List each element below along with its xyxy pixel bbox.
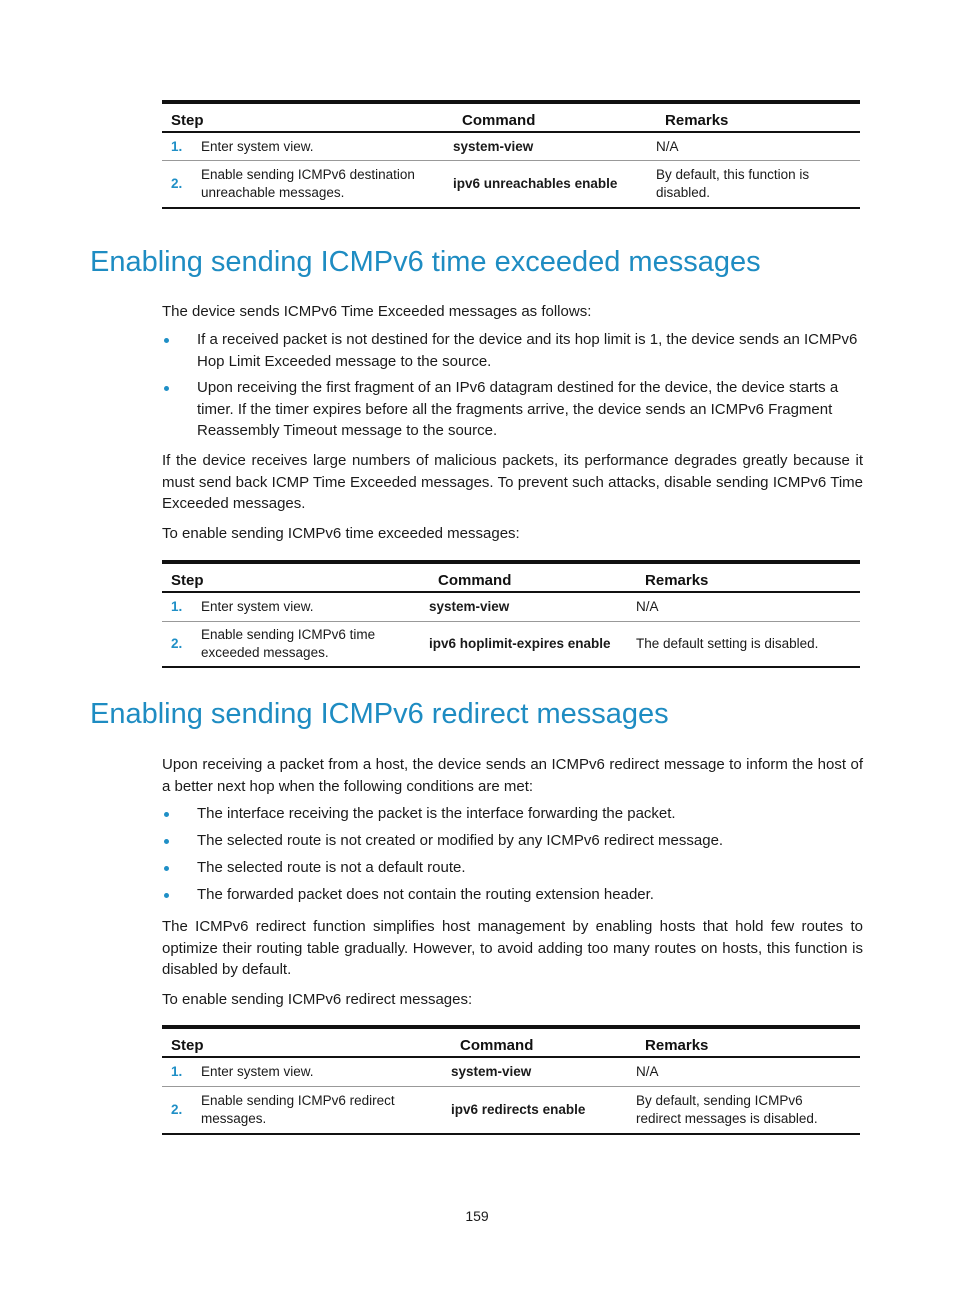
command-text: ipv6 redirects enable <box>451 1086 636 1134</box>
bullet-list <box>162 803 863 906</box>
table-row <box>162 1057 860 1086</box>
bullet-icon <box>164 386 169 391</box>
table-row <box>162 621 860 667</box>
section-heading-redirect: Enabling sending ICMPv6 redirect messages <box>90 698 669 730</box>
section-heading-time-exceeded: Enabling sending ICMPv6 time exceeded messages <box>90 246 761 278</box>
command-text: system-view <box>453 138 534 154</box>
body-paragraph: If the device receives large numbers of malicious packets, its performance degrades greatly because it must send back ICMP Time Exceeded messages. To prevent such attacks, disable sending ICMPv6 Time Exceeded messages. <box>162 452 863 512</box>
remarks-text: N/A <box>636 599 659 615</box>
list-item <box>162 803 863 825</box>
header-remarks: Remarks <box>636 562 860 592</box>
command-text: ipv6 unreachables enable <box>453 160 656 208</box>
remarks-text: N/A <box>656 138 679 154</box>
step-number: 1. <box>171 138 183 154</box>
list-item <box>162 830 863 852</box>
remarks-text: The default setting is disabled. <box>636 621 860 667</box>
table-header-row <box>162 1027 860 1057</box>
list-item <box>162 377 863 442</box>
header-command: Command <box>451 1027 636 1057</box>
command-text: system-view <box>451 1064 532 1080</box>
step-number: 2. <box>162 621 201 667</box>
remarks-text: By default, this function is disabled. <box>656 160 860 208</box>
step-description: Enter system view. <box>201 1064 314 1080</box>
bullet-icon <box>164 893 169 898</box>
intro-paragraph: Upon receiving a packet from a host, the device sends an ICMPv6 redirect message to inform the host of a better next hop when the following conditions are met: <box>162 756 863 795</box>
bullet-text: The forwarded packet does not contain the routing extension header. <box>197 886 654 903</box>
list-item <box>162 857 863 879</box>
command-text: ipv6 hoplimit-expires enable <box>429 621 636 667</box>
step-description: Enter system view. <box>201 599 314 615</box>
header-command: Command <box>453 102 656 132</box>
step-description: Enable sending ICMPv6 time exceeded messages. <box>201 621 429 667</box>
intro-paragraph: The device sends ICMPv6 Time Exceeded messages as follows: <box>162 303 592 320</box>
command-table-unreachables <box>162 100 860 209</box>
list-item <box>162 329 863 372</box>
page-number: 159 <box>465 1208 489 1224</box>
table-row <box>162 132 860 160</box>
bullet-text: The selected route is not created or modified by any ICMPv6 redirect message. <box>197 832 724 849</box>
step-description: Enable sending ICMPv6 destination unreachable messages. <box>201 160 453 208</box>
bullet-text: Upon receiving the first fragment of an IPv6 datagram destined for the device, the device starts a timer. If the timer expires before all the fragments arrive, the device sends an ICMPv6 Fragment Reassembly Timeout message to the source. <box>197 379 839 439</box>
table-row <box>162 160 860 208</box>
table-header-row <box>162 562 860 592</box>
command-table-redirects <box>162 1025 860 1135</box>
header-step: Step <box>162 1027 451 1057</box>
body-paragraph: The ICMPv6 redirect function simplifies host management by enabling hosts that hold few routes to optimize their routing table gradually. However, to avoid adding too many routes on hosts, this function is disabled by default. <box>162 918 863 978</box>
bullet-list <box>162 329 863 442</box>
bullet-text: The interface receiving the packet is the interface forwarding the packet. <box>197 805 676 822</box>
header-remarks: Remarks <box>636 1027 860 1057</box>
header-command: Command <box>429 562 636 592</box>
table-row <box>162 1086 860 1134</box>
list-item <box>162 884 863 906</box>
command-table-hoplimit <box>162 560 860 668</box>
lead-paragraph: To enable sending ICMPv6 time exceeded messages: <box>162 525 520 542</box>
header-step: Step <box>162 562 429 592</box>
bullet-text: The selected route is not a default route. <box>197 859 466 876</box>
step-number: 2. <box>162 1086 201 1134</box>
step-number: 2. <box>162 160 201 208</box>
table-header-row <box>162 102 860 132</box>
bullet-text: If a received packet is not destined for the device and its hop limit is 1, the device sends an ICMPv6 Hop Limit Exceeded message to the source. <box>197 331 858 370</box>
step-description: Enter system view. <box>201 138 314 154</box>
remarks-text: By default, sending ICMPv6 redirect messages is disabled. <box>636 1086 860 1134</box>
bullet-icon <box>164 866 169 871</box>
lead-paragraph: To enable sending ICMPv6 redirect messages: <box>162 991 473 1008</box>
step-number: 1. <box>171 599 183 615</box>
bullet-icon <box>164 812 169 817</box>
remarks-text: N/A <box>636 1064 659 1080</box>
table-row <box>162 592 860 621</box>
step-description: Enable sending ICMPv6 redirect messages. <box>201 1086 451 1134</box>
bullet-icon <box>164 839 169 844</box>
header-remarks: Remarks <box>656 102 860 132</box>
step-number: 1. <box>171 1064 183 1080</box>
header-step: Step <box>162 102 453 132</box>
bullet-icon <box>164 338 169 343</box>
command-text: system-view <box>429 599 510 615</box>
